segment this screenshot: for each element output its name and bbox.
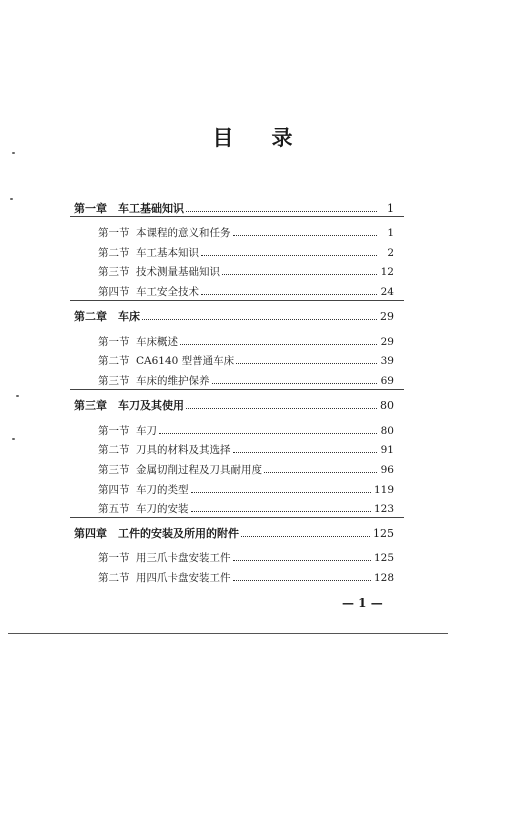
scan-edge-line — [8, 633, 448, 634]
toc-section-entry[interactable] — [98, 441, 394, 457]
section-divider — [70, 216, 404, 217]
toc-entry-page: 119 — [373, 484, 394, 496]
toc-chapter-entry[interactable] — [74, 200, 394, 216]
toc-entry-page: 80 — [380, 425, 394, 437]
toc-entry-page: 29 — [380, 310, 394, 323]
dot-leader — [201, 294, 377, 295]
dot-leader — [241, 536, 370, 537]
toc-entry-title: 车刀 — [136, 425, 157, 437]
dot-leader — [233, 580, 371, 581]
dot-leader — [233, 452, 378, 453]
toc-entry-page: 80 — [380, 399, 394, 412]
toc-entry-page: 1 — [387, 202, 394, 215]
dot-leader — [186, 408, 377, 409]
toc-section-entry[interactable] — [98, 263, 394, 279]
toc-entry-number: 第三节 — [98, 266, 130, 278]
toc-section-entry[interactable] — [98, 352, 394, 368]
toc-chapter-entry[interactable] — [74, 397, 394, 413]
toc-entry-title: 车床 — [118, 310, 140, 323]
toc-entry-number: 第三节 — [98, 464, 130, 476]
toc-entry-page: 69 — [380, 375, 394, 387]
toc-entry-title: 技术测量基础知识 — [136, 266, 220, 278]
toc-entry-title: 金属切削过程及刀具耐用度 — [136, 464, 262, 476]
toc-section-entry[interactable] — [98, 244, 394, 260]
dot-leader — [212, 383, 378, 384]
toc-entry-page: 128 — [373, 572, 394, 584]
toc-entry-title: 刀具的材料及其选择 — [136, 444, 231, 456]
dot-leader — [180, 344, 377, 345]
toc-section-entry[interactable] — [98, 461, 394, 477]
toc-entry-number: 第四节 — [98, 286, 130, 298]
dot-leader — [236, 363, 377, 364]
toc-chapter-entry[interactable] — [74, 308, 394, 324]
toc-entry-number: 第三节 — [98, 375, 130, 387]
toc-entry-page: 2 — [387, 247, 394, 259]
toc-entry-page: 125 — [373, 552, 394, 564]
toc-entry-number: 第五节 — [98, 503, 130, 515]
dot-leader — [201, 255, 377, 256]
toc-entry-page: 123 — [373, 503, 394, 515]
toc-entry-number: 第二节 — [98, 247, 130, 259]
toc-entry-number: 第二章 — [74, 310, 107, 323]
toc-entry-number: 第四章 — [74, 527, 107, 540]
toc-entry-number: 第一章 — [74, 202, 107, 215]
dot-leader — [264, 472, 377, 473]
toc-entry-number: 第二节 — [98, 355, 130, 367]
toc-entry-number: 第一节 — [98, 425, 130, 437]
scan-speck — [12, 438, 15, 440]
toc-entry-page: 91 — [380, 444, 394, 456]
section-divider — [70, 389, 404, 390]
toc-entry-title: 车工基础知识 — [118, 202, 184, 215]
toc-entry-title: 工件的安装及所用的附件 — [118, 527, 239, 540]
toc-entry-page: 24 — [380, 286, 394, 298]
toc-section-entry[interactable] — [98, 372, 394, 388]
toc-entry-page: 12 — [380, 266, 394, 278]
page-title-char-2: 录 — [271, 126, 293, 150]
dot-leader — [233, 560, 371, 561]
scan-speck — [10, 198, 13, 200]
dot-leader — [222, 274, 377, 275]
toc-entry-title: 车床的维护保养 — [136, 375, 210, 387]
toc-section-entry[interactable] — [98, 500, 394, 516]
toc-entry-page: 1 — [387, 227, 394, 239]
dot-leader — [142, 319, 377, 320]
toc-section-entry[interactable] — [98, 549, 394, 565]
toc-section-entry[interactable] — [98, 422, 394, 438]
toc-entry-number: 第一节 — [98, 552, 130, 564]
toc-entry-number: 第三章 — [74, 399, 107, 412]
toc-entry-title: 车工基本知识 — [136, 247, 199, 259]
toc-entry-page: 39 — [380, 355, 394, 367]
toc-entry-number: 第二节 — [98, 444, 130, 456]
section-divider — [70, 300, 404, 301]
toc-entry-number: 第一节 — [98, 227, 130, 239]
toc-entry-title: 车刀的类型 — [136, 484, 189, 496]
scan-speck — [16, 395, 19, 397]
dot-leader — [191, 492, 371, 493]
page-number-footer: — 1 — — [342, 596, 383, 610]
page-title — [0, 122, 505, 152]
toc-section-entry[interactable] — [98, 224, 394, 240]
toc-entry-title: 车床概述 — [136, 336, 178, 348]
section-divider — [70, 517, 404, 518]
toc-entry-number: 第一节 — [98, 336, 130, 348]
toc-entry-title: 用四爪卡盘安装工件 — [136, 572, 231, 584]
page-title-char-1: 目 — [212, 126, 234, 150]
toc-entry-title: 车刀的安装 — [136, 503, 189, 515]
toc-section-entry[interactable] — [98, 283, 394, 299]
toc-chapter-entry[interactable] — [74, 525, 394, 541]
toc-section-entry[interactable] — [98, 481, 394, 497]
toc-entry-title: 车工安全技术 — [136, 286, 199, 298]
scan-speck — [12, 152, 15, 154]
toc-section-entry[interactable] — [98, 333, 394, 349]
toc-entry-number: 第二节 — [98, 572, 130, 584]
dot-leader — [191, 511, 371, 512]
toc-entry-page: 96 — [380, 464, 394, 476]
toc-entry-title: CA6140 型普通车床 — [136, 355, 235, 367]
toc-entry-title: 本课程的意义和任务 — [136, 227, 231, 239]
toc-section-entry[interactable] — [98, 569, 394, 585]
dot-leader — [186, 211, 377, 212]
toc-entry-title: 车刀及其使用 — [118, 399, 184, 412]
toc-entry-page: 29 — [380, 336, 394, 348]
toc-entry-number: 第四节 — [98, 484, 130, 496]
dot-leader — [159, 433, 377, 434]
dot-leader — [233, 235, 378, 236]
toc-entry-page: 125 — [373, 527, 394, 540]
toc-entry-title: 用三爪卡盘安装工件 — [136, 552, 231, 564]
